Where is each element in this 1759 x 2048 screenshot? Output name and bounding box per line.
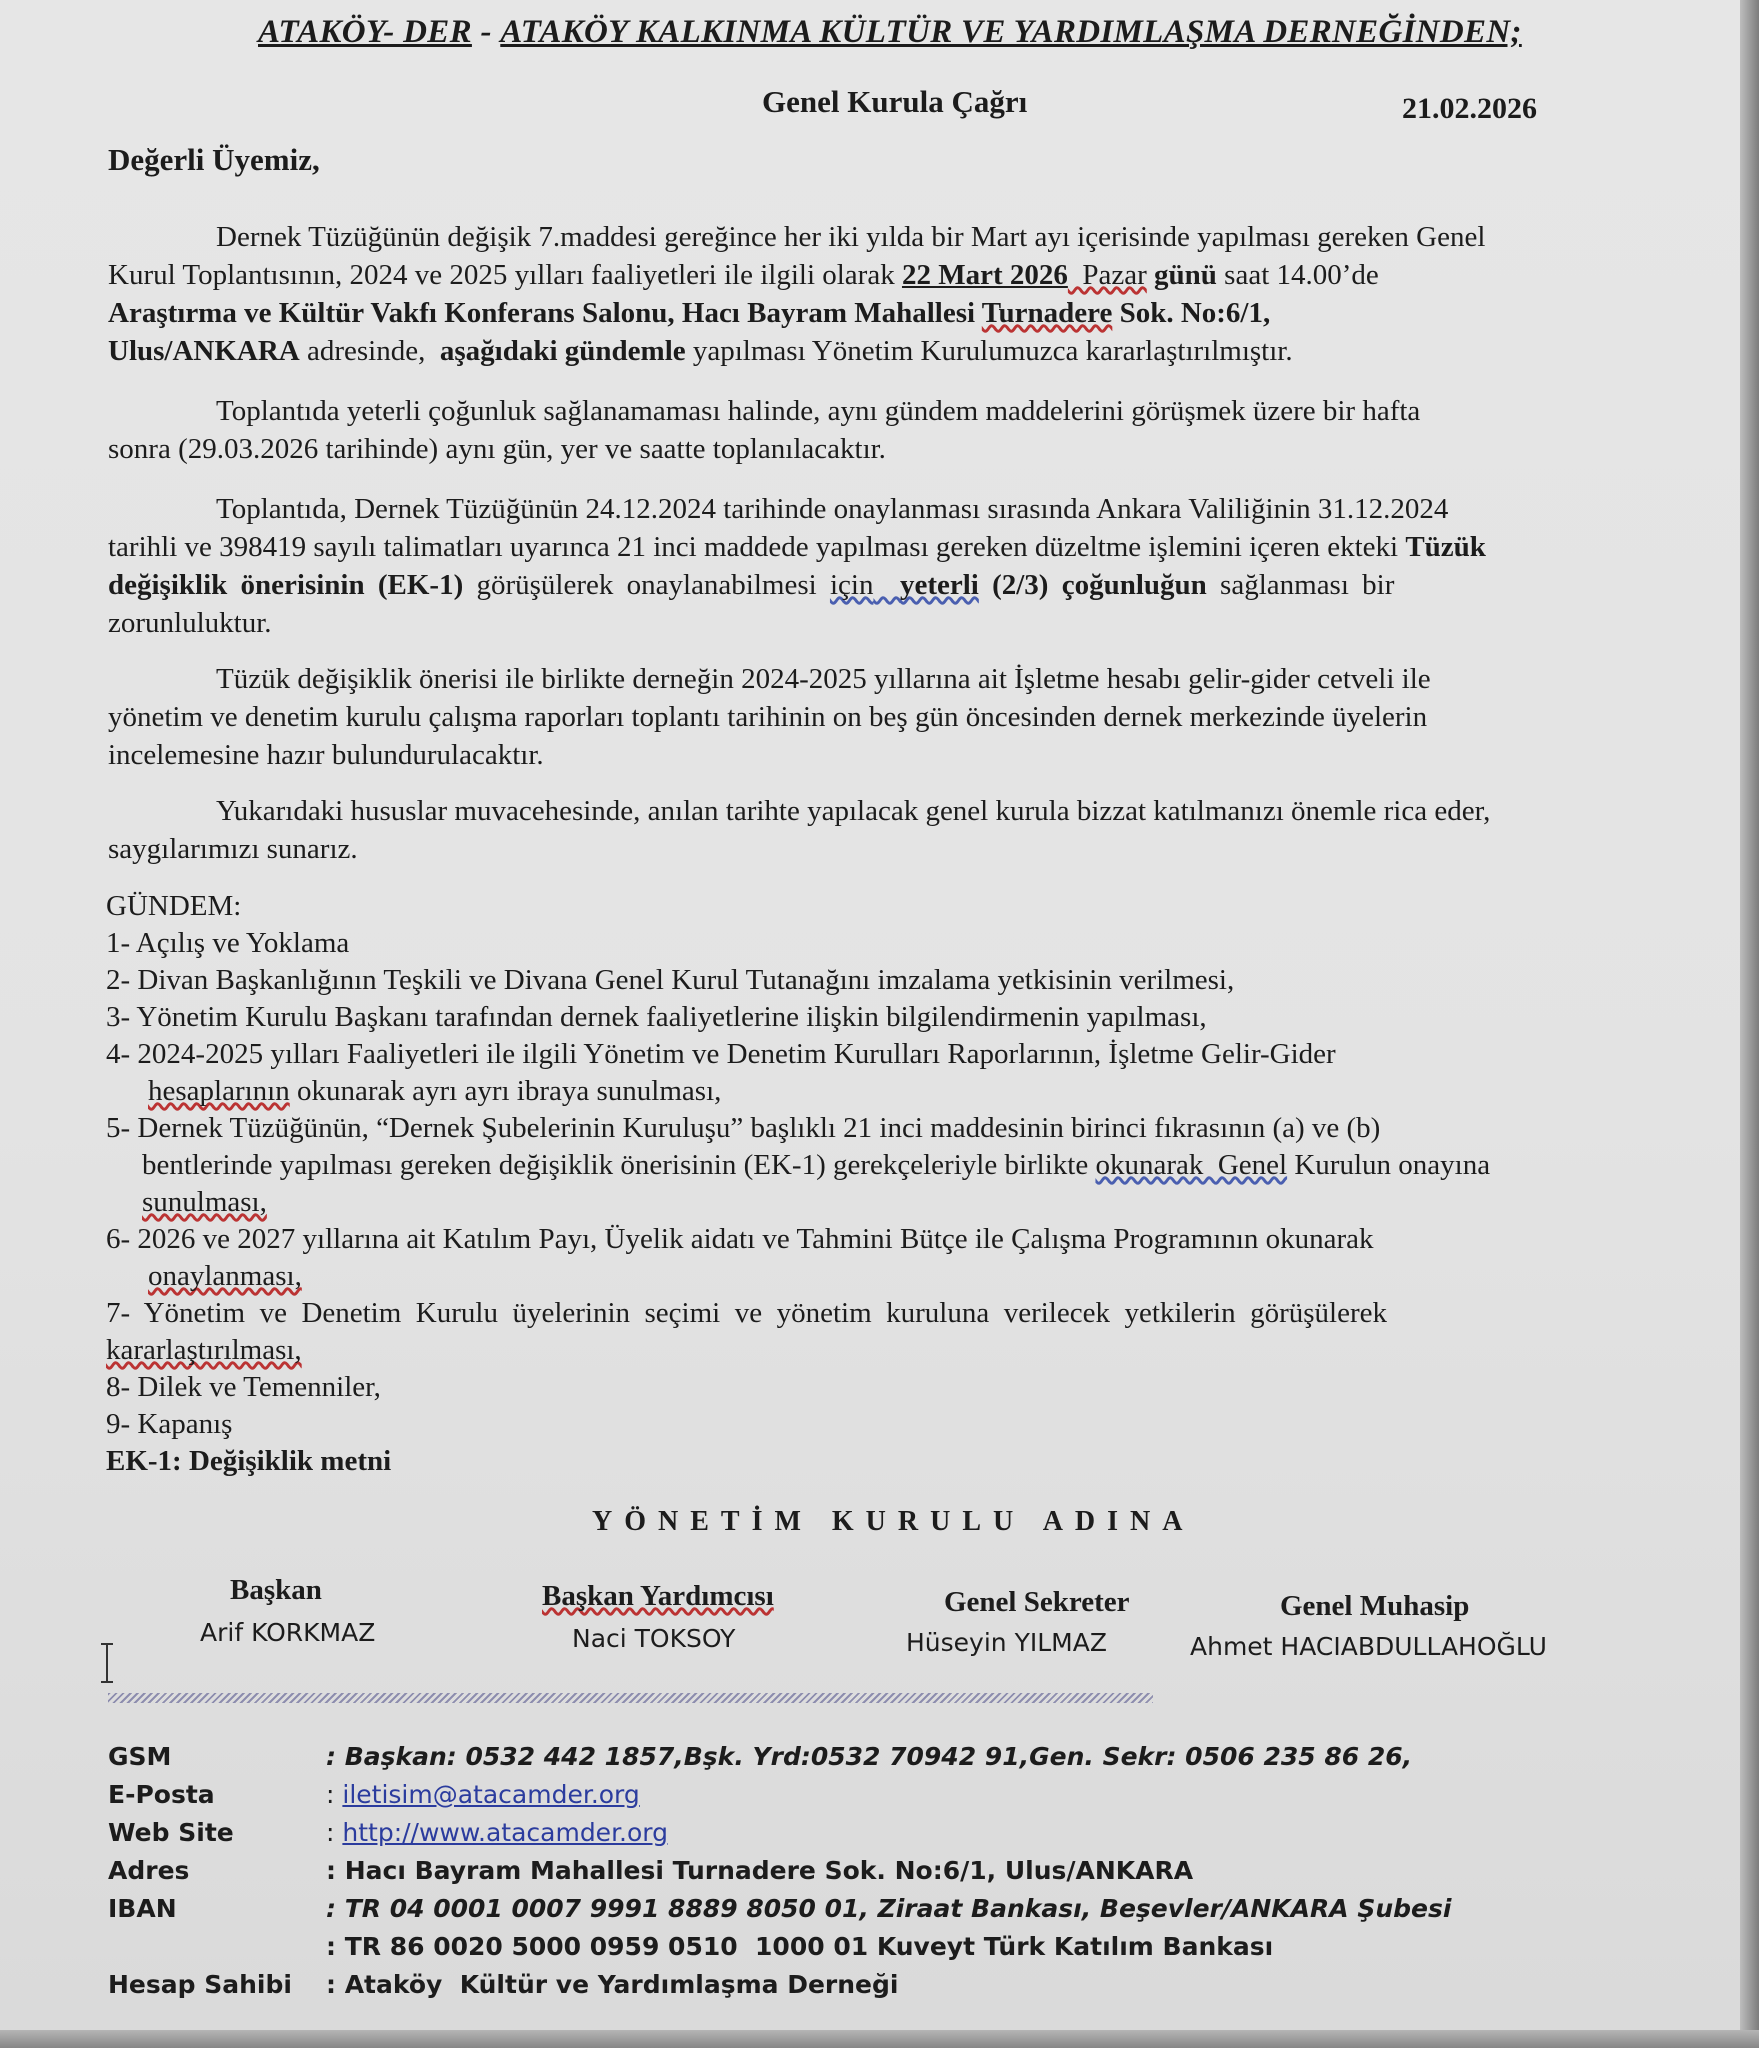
signatory-name-secretary: Hüseyin YILMAZ [906, 1628, 1107, 1657]
account-holder-label: Hesap Sahibi [108, 1970, 292, 1999]
iban-kuveyt: : TR 86 0020 5000 0959 0510 1000 01 Kuveyt Türk Katılım Bankası [326, 1932, 1274, 1961]
text-run: kararlaştırılması, [106, 1334, 302, 1366]
agenda-item-continuation [106, 1258, 1706, 1295]
address-label: Adres [108, 1856, 190, 1885]
paragraph-quorum [108, 392, 1690, 468]
paragraph-line [108, 218, 1690, 256]
text-run [873, 569, 900, 601]
signatory-role-secretary: Genel Sekreter [944, 1586, 1130, 1618]
agenda-item-continuation [106, 1332, 1706, 1369]
text-run: hesaplarının [148, 1075, 290, 1107]
address-value: : Hacı Bayram Mahallesi Turnadere Sok. No:6/1, Ulus/ANKARA [326, 1856, 1194, 1885]
signatory-name-vice-president: Naci TOKSOY [572, 1624, 736, 1653]
paragraph-line [108, 430, 1690, 468]
text-run: 7- Yönetim ve Denetim Kurulu üyelerinin seçimi ve yönetim kuruluna verilecek yetkilerin görüşülerek [106, 1297, 1388, 1329]
text-run: zorunluluktur. [108, 607, 272, 639]
agenda-section [106, 888, 1706, 1480]
paragraph-line [108, 660, 1690, 698]
paragraph-line [108, 528, 1690, 566]
paragraph-closing [108, 792, 1690, 868]
venue-number: Sok. No:6/1, [1112, 297, 1271, 329]
text-run: Toplantıda, Dernek Tüzüğünün 24.12.2024 tarihinde onaylanması sırasında Ankara Valiliğinin 31.12.2024 [216, 493, 1449, 525]
text-run: Yukarıdaki hususlar muvacehesinde, anılan tarihte yapılacak genel kurula bizzat katılmanızı önemle rica eder, [216, 795, 1491, 827]
text-run: için [829, 569, 874, 601]
website-label: Web Site [108, 1818, 234, 1847]
text-run: sunulması, [142, 1186, 267, 1218]
signatory-role-vice-president: Başkan Yardımcısı [542, 1580, 774, 1612]
agenda-item [106, 1110, 1706, 1147]
attachment-note: EK-1: Değişiklik metni [106, 1445, 392, 1477]
text-run: aşağıdaki gündemle [439, 335, 686, 367]
text-cursor-icon [100, 1643, 114, 1683]
paragraph-line [108, 256, 1690, 294]
meeting-date: 22 Mart 2026 [901, 259, 1068, 291]
website-field [326, 1818, 668, 1847]
agenda-item [106, 1295, 1706, 1332]
venue-street: Turnadere [981, 297, 1113, 329]
website-link[interactable]: http://www.atacamder.org [342, 1818, 668, 1847]
paragraph-line [108, 830, 1690, 868]
text-run: Dernek Tüzüğünün değişik 7.maddesi gereğince her iki yılda bir Mart ayı içerisinde yapılması gereken Genel [216, 221, 1486, 253]
signatory-role-treasurer: Genel Muhasip [1280, 1590, 1470, 1622]
meeting-time: saat 14.00’de [1216, 259, 1379, 291]
agenda-item: 8- Dilek ve Temenniler, [106, 1371, 381, 1403]
account-holder-value: : Ataköy Kültür ve Yardımlaşma Derneği [326, 1970, 899, 1999]
text-run: sonra (29.03.2026 tarihinde) aynı gün, yer ve saatte toplanılacaktır. [108, 433, 886, 465]
paragraph-bylaw-amendment [108, 490, 1690, 642]
text-run: (2/3) çoğunluğun [978, 569, 1207, 601]
document-date: 21.02.2026 [1402, 92, 1537, 125]
agenda-item [106, 1036, 1706, 1073]
paragraph-line [108, 604, 1690, 642]
paragraph-reports [108, 660, 1690, 774]
paragraph-line [108, 392, 1690, 430]
text-run: Tüzük değişiklik önerisi ile birlikte derneğin 2024-2025 yıllarına ait İşletme hesabı gelir-gider cetveli ile [216, 663, 1431, 695]
agenda-item: 9- Kapanış [106, 1408, 233, 1440]
document-title: Genel Kurula Çağrı [762, 84, 1028, 119]
text-run: yönetim ve denetim kurulu çalışma raporları toplantı tarihinin on beş gün öncesinden dernek merkezinde üyelerin [108, 701, 1428, 733]
email-link[interactable]: iletisim@atacamder.org [342, 1780, 640, 1809]
signatory-role-president: Başkan [230, 1574, 322, 1606]
board-title: YÖNETİM KURULU ADINA [592, 1506, 1195, 1537]
text-run: incelemesine hazır bulundurulacaktır. [108, 739, 544, 771]
org-full-name: ATAKÖY KALKINMA KÜLTÜR VE YARDIMLAŞMA DERNEĞİNDEN; [500, 14, 1522, 50]
text-run: görüşülerek onaylanabilmesi [463, 569, 830, 601]
gsm-label: GSM [108, 1742, 172, 1771]
signatory-name-treasurer: Ahmet HACIABDULLAHOĞLU [1190, 1632, 1547, 1661]
agenda-item: 1- Açılış ve Yoklama [106, 927, 350, 959]
text-run: Kurul Toplantısının, 2024 ve 2025 yılları faaliyetleri ile ilgili olarak [108, 259, 902, 291]
text-run: değişiklik önerisinin (EK-1) [108, 569, 464, 601]
text-run: tarihli ve 398419 sayılı talimatları uyarınca 21 inci maddede yapılması gereken düzeltme işlemini içeren ekteki [108, 531, 1406, 563]
organization-header [258, 14, 1522, 51]
text-run: günü [1146, 259, 1217, 291]
gsm-value: : Başkan: 0532 442 1857,Bşk. Yrd:0532 70942 91,Gen. Sekr: 0506 235 86 26, [326, 1742, 1413, 1771]
venue-text: Araştırma ve Kültür Vakfı Konferans Salonu, Hacı Bayram Mahallesi [108, 297, 982, 329]
paragraph-line [108, 792, 1690, 830]
paragraph-line [108, 736, 1690, 774]
text-run: 6- 2026 ve 2027 yıllarına ait Katılım Payı, Üyelik aidatı ve Tahmini Bütçe ile Çalışma Programının okunarak [106, 1223, 1374, 1255]
agenda-item: 3- Yönetim Kurulu Başkanı tarafından dernek faaliyetlerine ilişkin bilgilendirmenin yapılması, [106, 1001, 1207, 1033]
agenda-item [106, 1221, 1706, 1258]
text-run: bentlerinde yapılması gereken değişiklik önerisinin (EK-1) gerekçeleriyle birlikte [142, 1149, 1096, 1181]
salutation: Değerli Üyemiz, [108, 142, 320, 177]
divider-line [108, 1693, 1153, 1703]
paragraph-line [108, 332, 1690, 370]
text-run: yeterli [899, 569, 979, 601]
venue-city: Ulus/ANKARA [108, 335, 300, 367]
page-bottom-shadow [0, 2030, 1759, 2048]
text-run: okunarak ayrı ayrı ibraya sunulması, [289, 1075, 722, 1107]
text-run: Toplantıda yeterli çoğunluk sağlanamaması halinde, aynı gündem maddelerini görüşmek üzere bir hafta [216, 395, 1421, 427]
text-run: Kurulun onayına [1287, 1149, 1491, 1181]
paragraph-line [108, 294, 1690, 332]
iban-ziraat: : TR 04 0001 0007 9991 8889 8050 01, Ziraat Bankası, Beşevler/ANKARA Şubesi [326, 1894, 1452, 1923]
text-run: : [326, 1818, 343, 1847]
agenda-item-continuation [106, 1184, 1706, 1221]
iban-label: IBAN [108, 1894, 177, 1923]
text-run: onaylanması, [148, 1260, 302, 1292]
paragraph-line [108, 490, 1690, 528]
page-edge-shadow [1740, 0, 1759, 2048]
text-run: 5- Dernek Tüzüğünün, “Dernek Şubelerinin Kuruluşu” başlıklı 21 inci maddesinin birinci fıkrasının (a) ve (b) [106, 1112, 1381, 1144]
agenda-item-continuation [106, 1147, 1706, 1184]
text-run: adresinde, [299, 335, 440, 367]
text-run: 4- 2024-2025 yılları Faaliyetleri ile ilgili Yönetim ve Denetim Kurulları Raporlarının, İşletme Gelir-Gider [106, 1038, 1336, 1070]
email-label: E-Posta [108, 1780, 215, 1809]
agenda-item: 2- Divan Başkanlığının Teşkili ve Divana Genel Kurul Tutanağını imzalama yetkisinin verilmesi, [106, 964, 1235, 996]
paragraph-meeting-notice [108, 218, 1690, 370]
email-field [326, 1780, 640, 1809]
agenda-heading: GÜNDEM: [106, 890, 242, 922]
header-separator: - [471, 14, 501, 50]
text-run: yapılması Yönetim Kurulumuzca kararlaştırılmıştır. [685, 335, 1293, 367]
text-run: sağlanması bir [1206, 569, 1395, 601]
text-run: Tüzük [1405, 531, 1486, 563]
agenda-item-continuation [106, 1073, 1706, 1110]
signatory-name-president: Arif KORKMAZ [200, 1618, 376, 1647]
paragraph-line [108, 698, 1690, 736]
text-run: okunarak Genel [1095, 1149, 1288, 1181]
paragraph-line [108, 566, 1690, 604]
text-run: saygılarımızı sunarız. [108, 833, 358, 865]
text-run: : [326, 1780, 343, 1809]
meeting-day: Pazar [1067, 259, 1147, 291]
org-short-name: ATAKÖY- DER [258, 14, 472, 50]
